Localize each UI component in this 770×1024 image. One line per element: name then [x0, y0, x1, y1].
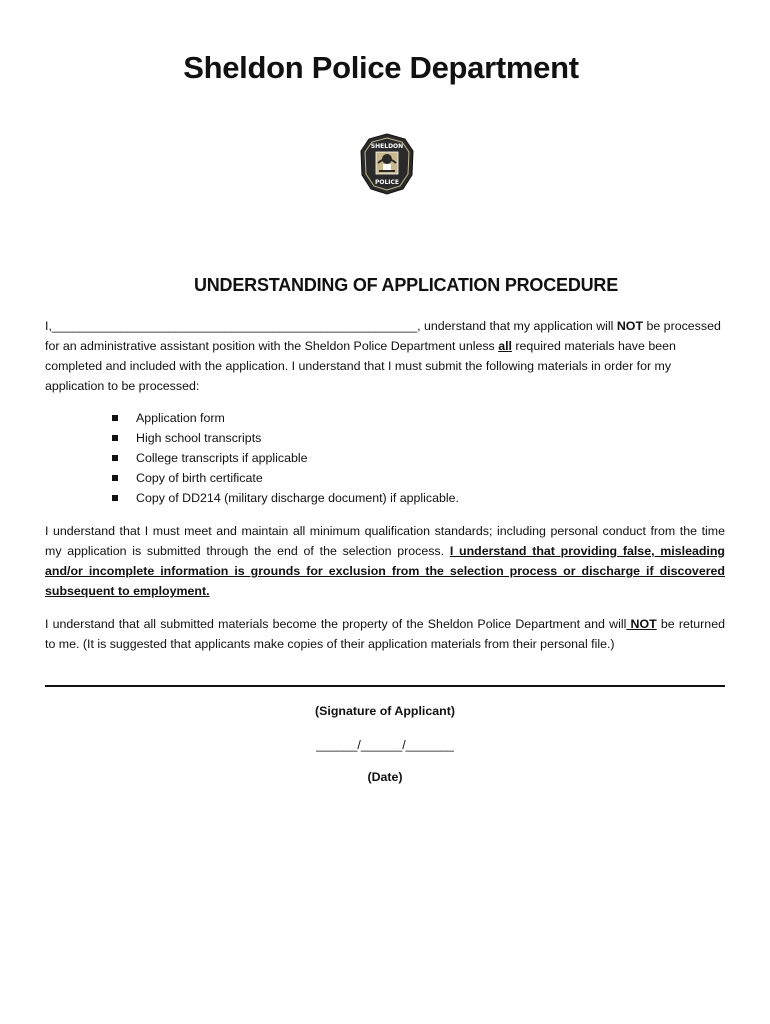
- seal-text-top: SHELDON: [370, 143, 404, 150]
- paragraph2-text: I understand that I must meet and maintain all minimum qualification standards; including personal conduct from the time my application is submitted through the end of the selection process.: [45, 524, 725, 558]
- page-title: Sheldon Police Department: [183, 50, 579, 85]
- paragraph1-middle: be processed for an administrative assistant position with the Sheldon Police Department unless: [45, 319, 721, 353]
- date-field[interactable]: ______/______/_______: [316, 738, 454, 752]
- signature-line[interactable]: [45, 685, 725, 687]
- paragraph3-suffix: be returned to me. (It is suggested that applicants make copies of their application materials from their personal file.): [45, 617, 725, 651]
- paragraph3-prefix: I understand that all submitted materials become the property of the Sheldon Police Department and will: [45, 617, 627, 631]
- list-item: College transcripts if applicable: [112, 448, 459, 468]
- paragraph1-prefix: I,_____________________________________________________, understand that my application will: [45, 319, 617, 333]
- qualification-paragraph: [45, 521, 725, 601]
- date-label: (Date): [367, 770, 403, 784]
- materials-list: [112, 408, 459, 508]
- list-item: Copy of DD214 (military discharge document) if applicable.: [112, 488, 459, 508]
- seal-text-bottom: POLICE: [374, 179, 400, 186]
- bullet-icon: [112, 435, 118, 441]
- bullet-icon: [112, 415, 118, 421]
- section-heading: UNDERSTANDING OF APPLICATION PROCEDURE: [193, 275, 619, 295]
- bullet-icon: [112, 455, 118, 461]
- bullet-icon: [112, 495, 118, 501]
- police-badge-seal-icon: [359, 133, 415, 195]
- paragraph3-not: NOT: [626, 617, 657, 631]
- signature-label: (Signature of Applicant): [315, 704, 455, 718]
- list-item: Copy of birth certificate: [112, 468, 459, 488]
- bullet-icon: [112, 475, 118, 481]
- paragraph1-suffix: required materials have been completed and included with the application. I understand that I must submit the following materials in order for my application to be processed:: [45, 339, 676, 393]
- list-item: High school transcripts: [112, 428, 459, 448]
- paragraph1-not: NOT: [616, 319, 644, 333]
- paragraph2-warning: I understand that providing false, misleading and/or incomplete information is grounds for exclusion from the selection process or discharge if discovered subsequent to employment.: [45, 544, 725, 598]
- paragraph1-all: all: [498, 339, 512, 353]
- procedure-paragraph: [45, 316, 725, 396]
- list-item: Application form: [112, 408, 459, 428]
- property-paragraph: [45, 614, 725, 654]
